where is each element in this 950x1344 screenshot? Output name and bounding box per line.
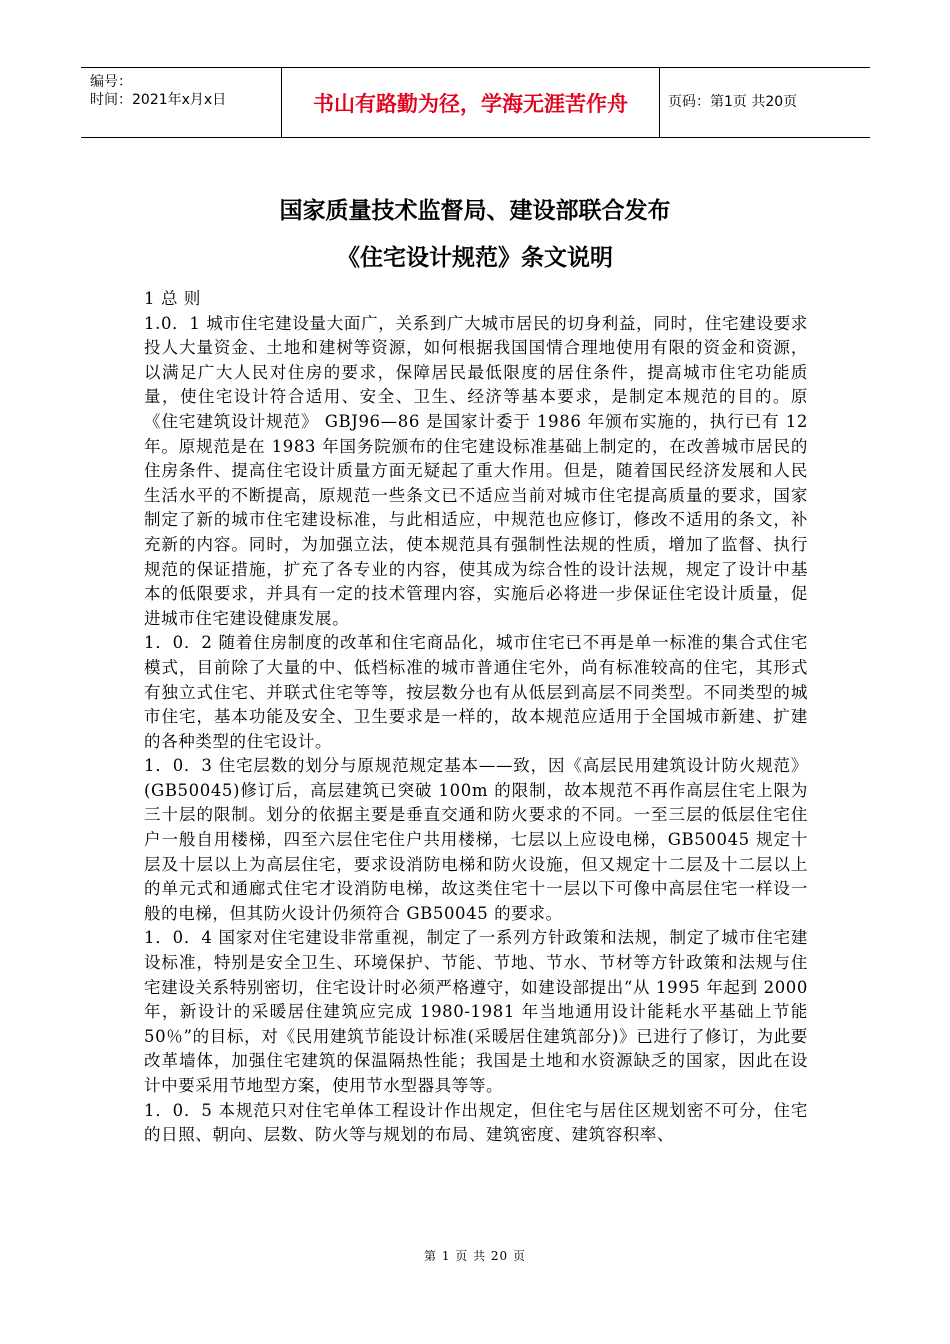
number-label: 编号：: [90, 74, 132, 90]
paragraph-1-0-1: 1.0．1 城市住宅建设量大面广，关系到广大城市居民的切身利益，同时，住宅建设要求投人大量资金、土地和建树等资源，如何根据我国国情合理地使用有限的资金和资源，以满足广大人民对住房的要求，保障居民最低限度的居住条件，提高城市住宅功能质量，使住宅设计符合适用、安全、卫生、经济等基本要求，是制定本规范的目的。原《住宅建筑设计规范》 GBJ96—86 是国家计委于 1986 年颁布实施的，执行已有 12 年。原规范是在 1983 年国务院颁布的住宅建设标准基础上制定的，在改善城市居民的住房条件、提高住宅设计质量方面无疑起了重大作用。但是，随着国民经济发展和人民生活水平的不断提高，原规范一些条文已不适应当前对城市住宅提高质量的要求，国家制定了新的城市住宅建设标准，与此相适应，中规范也应修订，修改不适用的条文，补充新的内容。同时，为加强立法，使本规范具有强制性法规的性质，增加了监督、执行规范的保证措施，扩充了各专业的内容，使其成为综合性的设计法规，规定了设计中基本的低限要求，并具有一定的技术管理内容，实施后必将进一步保证住宅设计质量，促进城市住宅建设健康发展。: [144, 313, 808, 628]
paragraph-1-0-4: 1．0．4 国家对住宅建设非常重视，制定了一系列方针政策和法规，制定了城市住宅建设标准，特别是安全卫生、环境保护、节能、节地、节水、节材等方针政策和法规与住宅建设关系特别密切，住宅设计时必须严格遵守，如建设部提出“从 1995 年起到 2000 年，新设计的采暖居住建筑应完成 1980-1981 年当地通用设计能耗水平基础上节能 50％”的目标，对《民用建筑节能设计标准(采暖居住建筑部分)》已进行了修订，为此要改革墙体，加强住宅建筑的保温隔热性能；我国是土地和水资源缺乏的国家，因此在设计中要采用节地型方案，使用节水型器具等等。: [144, 928, 808, 1095]
page-info: 页码：第1页 共20页: [668, 94, 798, 110]
header-info-cell: [81, 68, 282, 137]
header-motto-cell: [282, 68, 660, 137]
paragraph-1-0-3: 1．0．3 住宅层数的划分与原规范规定基本——致，因《高层民用建筑设计防火规范》(GB50045)修订后，高层建筑已突破 100m 的限制，故本规范不再作高层住宅上限为三十层的限制。划分的依据主要是垂直交通和防火要求的不同。一至三层的低层住宅住户一般自用楼梯，四至六层住宅住户共用楼梯，七层以上应设电梯，GB50045 规定十层及十层以上为高层住宅，要求设消防电梯和防火设施，但又规定十二层及十二层以上的单元式和通廊式住宅才设消防电梯，故这类住宅十一层以下可像中高层住宅一样设一般的电梯，但其防火设计仍须符合 GB50045 的要求。: [144, 756, 808, 923]
document-title-line2: 《住宅设计规范》条文说明: [337, 245, 613, 271]
motto-text: 书山有路勤为径，学海无涯苦作舟: [313, 92, 628, 116]
header-page-cell: [660, 68, 870, 137]
time-label: 时间：2021年x月x日: [90, 92, 227, 108]
page-header: [81, 67, 870, 138]
document-title-line1: 国家质量技术监督局、建设部联合发布: [279, 198, 671, 224]
page-footer: 第 1 页 共 20 页: [424, 1249, 526, 1263]
paragraph-1-0-2: 1．0．2 随着住房制度的改革和住宅商品化，城市住宅已不再是单一标准的集合式住宅模式，目前除了大量的中、低档标准的城市普通住宅外，尚有标准较高的住宅，其形式有独立式住宅、并联式住宅等等，按层数分也有从低层到高层不同类型。不同类型的城市住宅，基本功能及安全、卫生要求是一样的，故本规范应适用于全国城市新建、扩建的各种类型的住宅设计。: [144, 633, 808, 751]
section-heading: 1 总 则: [144, 289, 201, 308]
document-body: [144, 287, 808, 1148]
paragraph-1-0-5: 1．0．5 本规范只对住宅单体工程设计作出规定，但住宅与居住区规划密不可分，住宅的日照、朝向、层数、防火等与规划的布局、建筑密度、建筑容积率、: [144, 1100, 808, 1145]
